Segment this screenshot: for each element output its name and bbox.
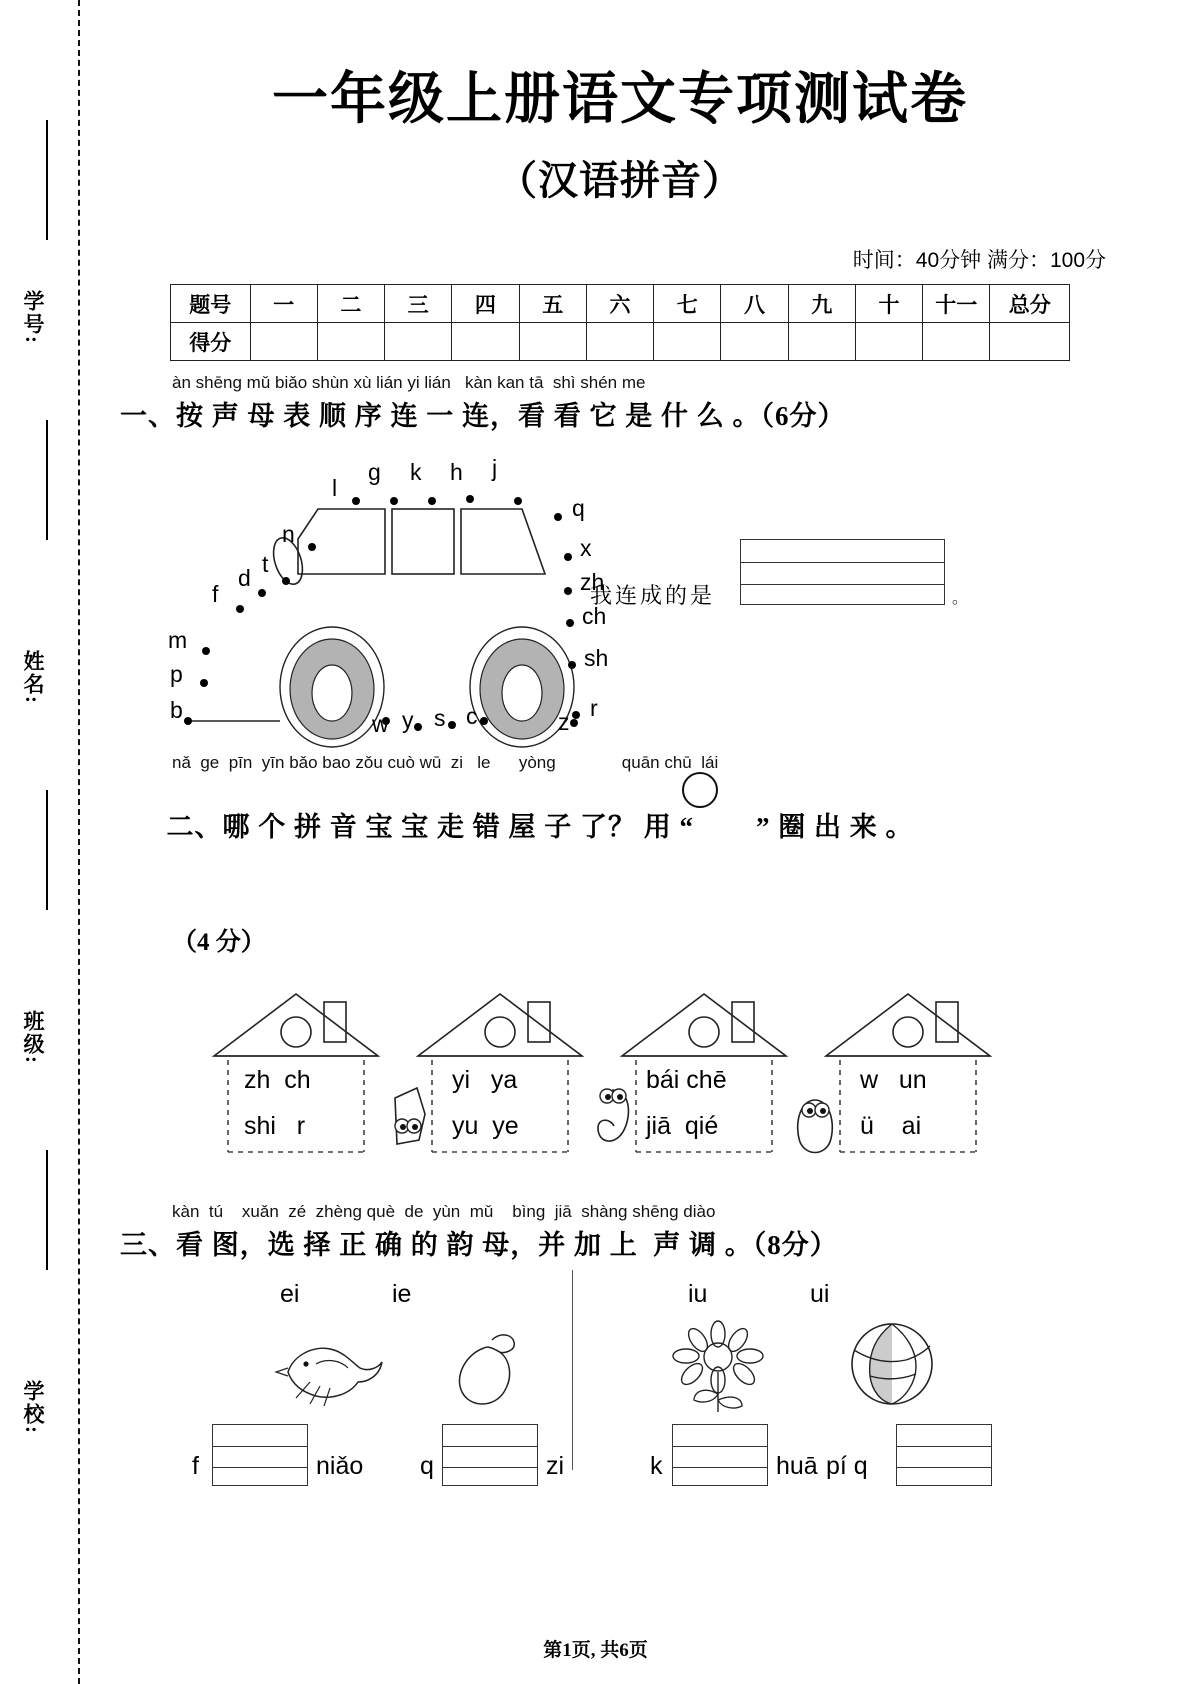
house-4-line-2[interactable]: ü ai [860, 1112, 922, 1140]
score-col-10: 十 [855, 285, 922, 323]
score-row-label: 题号 [171, 285, 251, 323]
consonant-g[interactable]: g [368, 459, 381, 485]
consonant-q[interactable]: q [572, 495, 585, 521]
house-3-line-1[interactable]: bái chē [646, 1066, 727, 1094]
item-2-prefix: q [420, 1452, 434, 1480]
house-3-line-2[interactable]: jiā qié [646, 1112, 719, 1140]
house-1-line-1[interactable]: zh ch [244, 1066, 311, 1094]
consonant-b[interactable]: b [170, 697, 183, 723]
score-input-4[interactable] [452, 323, 519, 361]
score-input-1[interactable] [250, 323, 317, 361]
item-1-prefix: f [192, 1452, 199, 1480]
question-3-items [120, 1264, 1120, 1594]
consonant-k[interactable]: k [410, 459, 422, 485]
consonant-l[interactable]: l [332, 475, 338, 501]
page-title: 一年级上册语文专项测试卷 [272, 67, 968, 130]
question-1-car-diagram[interactable] [120, 439, 1120, 759]
question-2-houses [120, 962, 1120, 1192]
margin-label-class: 班级: [21, 1010, 45, 1065]
score-col-8: 八 [721, 285, 788, 323]
score-input-9[interactable] [788, 323, 855, 361]
item-4-prefix: pí q [826, 1452, 868, 1480]
consonant-z[interactable]: z [558, 709, 570, 735]
margin-rule [46, 790, 48, 910]
house-1[interactable] [208, 984, 388, 1169]
score-col-9: 九 [788, 285, 855, 323]
score-col-1: 一 [250, 285, 317, 323]
score-input-10[interactable] [855, 323, 922, 361]
score-input-6[interactable] [586, 323, 653, 361]
seal-dashed-line [78, 0, 80, 1684]
score-input-7[interactable] [654, 323, 721, 361]
house-2[interactable] [412, 984, 592, 1169]
q1-answer-label: 我连成的是 [590, 583, 716, 608]
consonant-w[interactable]: w [372, 711, 389, 737]
section-divider [572, 1270, 573, 1470]
question-2-pinyin: nǎ ge pīn yīn bǎo bao zǒu cuò wū zi le yòng quān chū lái [172, 753, 719, 772]
consonant-sh[interactable]: sh [584, 645, 609, 671]
score-input-11[interactable] [923, 323, 990, 361]
score-input-8[interactable] [721, 323, 788, 361]
question-3 [120, 1202, 1120, 1594]
consonant-h[interactable]: h [450, 459, 463, 485]
consonant-r[interactable]: r [590, 695, 598, 721]
item-4-answer-box[interactable] [896, 1424, 992, 1486]
q1-answer-period: 。 [952, 590, 972, 607]
score-col-3: 三 [385, 285, 452, 323]
item-3-suffix: huā [776, 1452, 818, 1480]
exam-meta-info: 时间：40分钟 满分：100分 [852, 249, 1106, 272]
vowel-option-ie[interactable]: ie [392, 1280, 412, 1308]
consonant-j[interactable]: j [492, 455, 498, 481]
consonant-zh[interactable]: zh [580, 569, 605, 595]
margin-rule [46, 120, 48, 240]
vowel-option-ui[interactable]: ui [810, 1280, 830, 1308]
page-subtitle: （汉语拼音） [497, 159, 743, 203]
house-2-line-1[interactable]: yi ya [452, 1066, 518, 1094]
score-input-total[interactable] [990, 323, 1070, 361]
consonant-y[interactable]: y [402, 707, 414, 733]
q1-answer-box[interactable] [740, 539, 945, 605]
item-3-answer-box[interactable] [672, 1424, 768, 1486]
question-2-text [120, 774, 1120, 906]
exam-page [120, 0, 1120, 1684]
score-input-2[interactable] [317, 323, 384, 361]
item-3-prefix: k [650, 1452, 663, 1480]
table-row-question-numbers [171, 285, 1070, 323]
house-4[interactable] [820, 984, 1000, 1169]
score-table [170, 284, 1070, 361]
consonant-p[interactable]: p [170, 661, 183, 687]
score-col-4: 四 [452, 285, 519, 323]
score-col-total: 总分 [990, 285, 1070, 323]
item-2-suffix: zi [546, 1452, 565, 1480]
question-3-pinyin: kàn tú xuǎn zé zhèng què de yùn mǔ bìng jiā shàng shēng diào [172, 1202, 716, 1221]
margin-rule [46, 1150, 48, 1270]
consonant-x[interactable]: x [580, 535, 592, 561]
consonant-m[interactable]: m [168, 627, 188, 653]
score-col-2: 二 [317, 285, 384, 323]
question-1 [120, 373, 1120, 759]
vowel-option-ei[interactable]: ei [280, 1280, 300, 1308]
consonant-n[interactable]: n [282, 521, 295, 547]
house-4-line-1[interactable]: w un [860, 1066, 927, 1094]
eggplant-icon [440, 1322, 550, 1412]
score-input-3[interactable] [385, 323, 452, 361]
consonant-s[interactable]: s [434, 705, 446, 731]
consonant-c[interactable]: c [466, 703, 478, 729]
bird-icon [270, 1324, 390, 1414]
table-row-scores [171, 323, 1070, 361]
consonant-d[interactable]: d [238, 565, 251, 591]
item-2-answer-box[interactable] [442, 1424, 538, 1486]
item-1-suffix: niǎo [316, 1452, 364, 1480]
margin-label-student-id: 学号: [21, 290, 45, 345]
margin-rule [46, 420, 48, 540]
score-col-7: 七 [654, 285, 721, 323]
score-row-label: 得分 [171, 323, 251, 361]
circle-marker-icon [680, 770, 720, 810]
consonant-f[interactable]: f [212, 581, 219, 607]
score-col-6: 六 [586, 285, 653, 323]
question-3-text: 三、看 图，选 择 正 确 的 韵 母，并 加 上 声 调 。（8分） [120, 1230, 838, 1260]
question-2-points: （4 分） [172, 929, 266, 956]
house-3[interactable] [616, 984, 796, 1169]
margin-label-school: 学校: [21, 1380, 45, 1435]
sunflower-icon [660, 1316, 780, 1416]
consonant-ch[interactable]: ch [582, 603, 607, 629]
score-col-5: 五 [519, 285, 586, 323]
question-1-pinyin: àn shēng mǔ biǎo shùn xù lián yi lián kàn kan tā shì shén me [172, 373, 646, 392]
consonant-t[interactable]: t [262, 551, 269, 577]
question-2 [120, 753, 1120, 1192]
question-2-text-label: 二、哪 个 拼 音 宝 宝 走 错 屋 子 了？ 用 “ ” 圈 出 来 。 [166, 812, 914, 842]
ball-icon [840, 1316, 950, 1416]
question-1-text: 一、按 声 母 表 顺 序 连 一 连，看 看 它 是 什 么 。（6分） [120, 401, 846, 431]
vowel-option-iu[interactable]: iu [688, 1280, 708, 1308]
score-input-5[interactable] [519, 323, 586, 361]
house-1-line-2[interactable]: shi r [244, 1112, 306, 1140]
score-col-11: 十一 [923, 285, 990, 323]
item-1-answer-box[interactable] [212, 1424, 308, 1486]
house-2-line-2[interactable]: yu ye [452, 1112, 519, 1140]
margin-label-name: 姓名: [21, 650, 45, 705]
page-footer: 第1页, 共6页 [543, 1640, 648, 1661]
